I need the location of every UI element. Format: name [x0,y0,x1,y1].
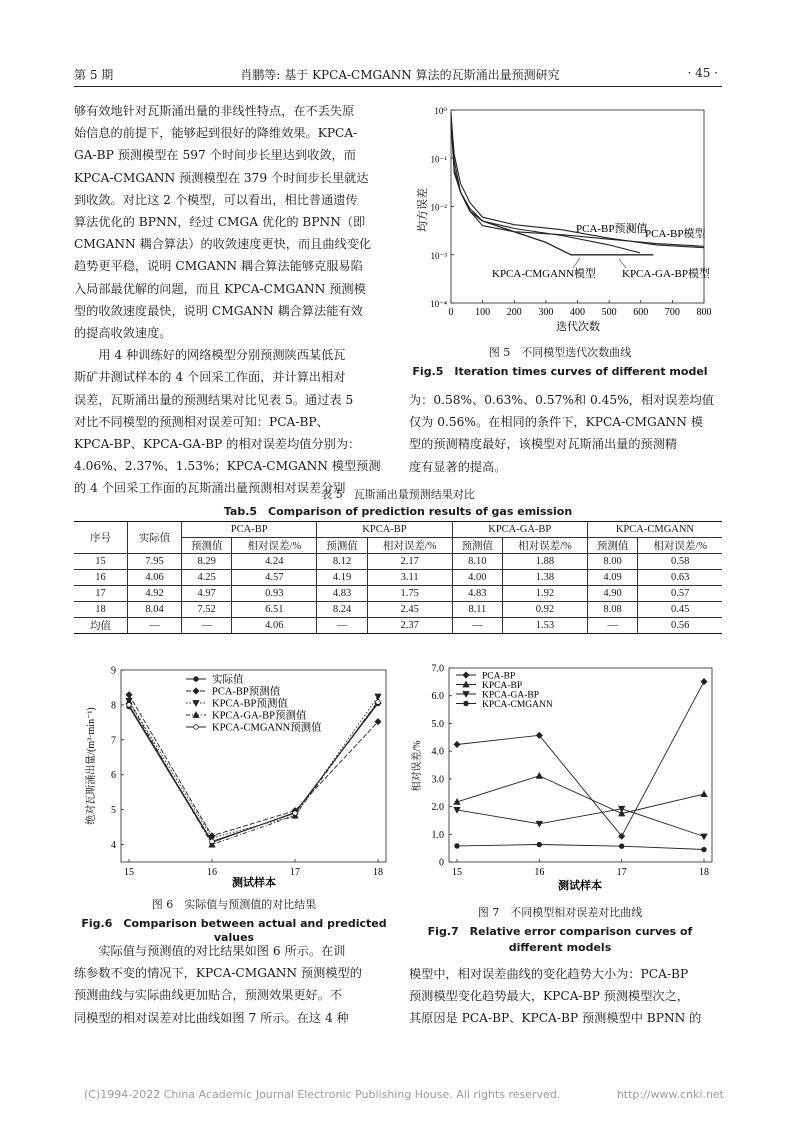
table-cell: 16 [74,570,128,586]
table-cell: 4.97 [182,586,232,602]
f7-data-point [701,834,707,840]
running-title: 肖鹏等: 基于 KPCA-CMGANN 算法的瓦斯涌出量预测研究 [240,68,560,82]
body-text-line: 预测模型变化趋势最大，KPCA-BP 预测模型次之， [409,989,689,1004]
f6-data-point [126,692,132,698]
fig5-label-pca-bp: PCA-BP模型 [645,228,706,240]
table-cell: 4.83 [452,586,502,602]
fig5-xtick-label: 800 [696,307,712,318]
table-row [74,618,722,634]
figure-6-chart [74,660,394,900]
f7-series-line [457,809,704,837]
table-cell: 均值 [74,618,128,634]
f7-xtick-label: 17 [616,867,627,878]
table-cell: 4.19 [317,570,367,586]
f7-data-point [619,844,624,849]
body-text-line: 练参数不变的情况下，KPCA-CMGANN 预测模型的 [74,966,362,981]
table-cell: 6.51 [232,602,317,618]
body-text-line: CMGANN 耦合算法）的收敛速度更快，而且曲线变化 [74,237,372,252]
table-cell: 2.45 [367,602,452,618]
cnki-url[interactable]: http://www.cnki.net [616,1088,724,1101]
body-text-line: 入局部最优解的问题，而且 KPCA-CMGANN 预测模 [74,281,366,296]
f7-ytick-label: 0 [439,857,444,869]
issue-number: 第 5 期 [74,68,114,82]
f7-data-point [536,773,542,779]
header-rule [74,86,722,87]
fig5-xlabel: 迭代次数 [556,321,600,333]
fig5-caption-en: Fig.5 Iteration times curves of different model [412,365,708,378]
f7-legend-label: KPCA-GA-BP [482,690,540,701]
fig7-caption-cn: 图 7 不同模型相对误差对比曲线 [477,906,643,919]
f6-xtick-label: 15 [124,867,134,878]
th-relative-error: 相对误差/% [232,538,317,554]
fig7-ylabel: 相对误差/% [412,740,423,792]
fig5-xtick-label: 400 [570,307,585,318]
body-text-line: 对比不同模型的预测相对误差可知：PCA-BP、 [74,414,329,429]
body-text-line: 型的收敛速度最快，说明 CMGANN 耦合算法能有效 [74,303,363,318]
f6-data-point [376,700,381,705]
table-cell: 2.17 [367,554,452,570]
body-text-line: 型的预测精度最好，该模型对瓦斯涌出量的预测精 [409,437,678,452]
f6-data-point [210,839,215,844]
table-cell: 4.24 [232,554,317,570]
table-cell: 8.11 [452,602,502,618]
th-predicted: 预测值 [317,538,367,554]
f7-data-point [701,791,707,797]
body-text-line: 度有显著的提高。 [409,459,507,474]
f6-legend-label: KPCA-GA-BP预测值 [212,710,307,722]
fig5-xtick-label: 200 [506,307,522,318]
f7-xtick-label: 15 [452,867,462,878]
body-text-line: 实际值与预测值的对比结果如图 6 所示。在训 [74,944,346,958]
table-cell: 4.25 [182,570,232,586]
body-text-line: 为：0.58%、0.63%、0.57%和 0.45%，相对误差均值 [409,393,714,407]
body-text-line: 的提高收敛速度。 [74,326,172,341]
f6-ytick-label: 8 [111,700,116,712]
f6-ytick-label: 9 [111,665,116,677]
f6-legend-label: KPCA-CMGANN预测值 [212,722,322,734]
fig6-xlabel: 测试样本 [232,877,276,889]
table5-title-cn: 表 5 瓦斯涌出量预测结果对比 [321,488,475,501]
fig5-caption-cn: 图 5 不同模型迭代次数曲线 [488,346,632,359]
body-text-line: 斯矿井测试样本的 4 个回采工作面，并计算出相对 [74,370,346,385]
table-cell: 0.45 [638,602,722,618]
fig7-caption-en-1: Fig.7 Relative error comparison curves of [427,925,693,938]
f6-legend-label: 实际值 [212,674,244,686]
table-cell: — [182,618,232,634]
f7-data-point [454,741,460,747]
f7-xtick-label: 18 [699,867,709,878]
table-cell: — [128,618,182,634]
f7-data-point [701,679,707,685]
th-group-kpca-ga-bp: KPCA-GA-BP [452,522,587,538]
fig5-ytick-label: 10⁻² [430,202,447,213]
th-relative-error: 相对误差/% [638,538,722,554]
table-cell: 4.06 [128,570,182,586]
table-cell: 1.53 [503,618,588,634]
table-cell: 0.56 [638,618,722,634]
f7-ytick-label: 5.0 [431,718,444,730]
f6-xtick-label: 18 [373,867,383,878]
fig5-ytick-label: 10⁻¹ [430,154,447,165]
table-cell: 8.00 [587,554,637,570]
body-text-line: 同模型的相对误差对比曲线如图 7 所示。在这 4 种 [74,1010,349,1025]
body-text-line: 够有效地针对瓦斯涌出量的非线性特点，在不丢失原 [74,104,355,118]
table-cell: 8.24 [317,602,367,618]
table-cell: 0.58 [638,554,722,570]
fig5-label-leader [573,258,580,268]
table-cell: — [587,618,637,634]
table-cell: — [452,618,502,634]
body-text-line: 算法优化的 BPNN，经过 CMGA 优化的 BPNN（即 [74,215,366,230]
fig7-xlabel: 测试样本 [558,880,602,892]
f6-data-point [293,811,298,816]
f7-data-point [702,847,707,852]
body-text-line: 的 4 个回采工作面的瓦斯涌出量预测相对误差分别 [74,481,346,496]
table-cell: 1.92 [503,586,588,602]
body-text-line: KPCA-CMGANN 预测模型在 379 个时间步长里就达 [74,170,369,185]
fig6-caption-en: Fig.6 Comparison between actual and predicted values [81,917,387,944]
table-cell: 7.52 [182,602,232,618]
figure-5-chart [398,100,722,340]
f6-legend-marker [194,725,199,730]
f7-ytick-label: 2.0 [431,802,444,814]
table-cell: 0.57 [638,586,722,602]
f7-legend-marker [464,701,469,706]
table-cell: 1.75 [367,586,452,602]
table-cell: 0.93 [232,586,317,602]
body-text-line: 始信息的前提下，能够起到很好的降维效果。KPCA- [74,126,358,141]
f7-ytick-label: 4.0 [431,746,444,758]
table-cell: 4.92 [128,586,182,602]
copyright-footer: (C)1994-2022 China Academic Journal Electronic Publishing House. All rights reserved. [84,1088,561,1101]
left-column-bottom [74,940,387,1029]
table-cell: 2.37 [367,618,452,634]
table-cell: 4.83 [317,586,367,602]
f6-legend-label: PCA-BP预测值 [212,686,281,698]
f7-legend-label: KPCA-CMGANN [482,700,553,710]
table-row [74,602,722,618]
f6-legend-label: KPCA-BP预测值 [212,698,288,710]
body-text-line: 模型中，相对误差曲线的变化趋势大小为：PCA-BP [409,967,689,981]
f7-legend-label: PCA-BP [482,671,516,682]
table-cell: 8.08 [587,602,637,618]
fig6-ylabel: 绝对瓦斯涌出量/(m³·min⁻¹) [86,707,97,825]
fig5-label-leader [619,259,626,268]
f6-legend-marker [193,688,199,694]
th-seq: 序号 [74,522,128,554]
table-cell: 4.90 [587,586,637,602]
th-group-kpca-cmgann: KPCA-CMGANN [587,522,722,538]
table-cell: — [317,618,367,634]
f6-xtick-label: 17 [290,867,300,878]
f7-ytick-label: 7.0 [431,663,444,675]
fig5-label-kpca-bp: PCA-BP预测值 [576,223,648,235]
table-cell: 0.63 [638,570,722,586]
th-relative-error: 相对误差/% [503,538,588,554]
f6-xtick-label: 16 [207,867,217,878]
th-predicted: 预测值 [182,538,232,554]
table5-title-en: Tab.5 Comparison of prediction results of gas emission [223,505,573,518]
body-text-line: 预测曲线与实际曲线更加贴合，预测效果更好。不 [74,988,343,1003]
th-relative-error: 相对误差/% [367,538,452,554]
table-row [74,570,722,586]
fig5-xtick-label: 600 [633,307,649,318]
fig5-xtick-label: 500 [601,307,617,318]
fig5-ylabel: 均方误差 [417,188,429,232]
fig5-ytick-label: 10⁰ [434,106,447,116]
f6-data-point [375,719,381,725]
fig5-xtick-label: 700 [664,307,680,318]
f7-legend-marker [463,672,469,678]
table-5 [74,521,722,634]
f7-legend-label: KPCA-BP [482,681,523,691]
fig6-caption-cn: 图 6 实际值与预测值的对比结果 [151,898,317,911]
fig5-ytick-label: 10⁻⁴ [430,299,447,309]
right-column-bottom [409,963,722,1030]
table-cell: 0.92 [503,602,588,618]
left-column-top [74,100,387,500]
body-text-line: 误差，瓦斯涌出量的预测结果对比见表 5。通过表 5 [74,392,354,407]
th-group-kpca-bp: KPCA-BP [317,522,452,538]
fig5-xtick-label: 100 [475,307,491,318]
table-cell: 8.12 [317,554,367,570]
table-cell: 8.04 [128,602,182,618]
th-actual: 实际值 [128,522,182,554]
table-cell: 17 [74,586,128,602]
fig5-xtick-label: 300 [538,307,554,318]
page-number: · 45 · [687,66,718,80]
body-text-line: KPCA-BP、KPCA-GA-BP 的相对误差均值分别为： [74,437,361,452]
f6-data-point [127,703,132,708]
th-predicted: 预测值 [587,538,637,554]
table-cell: 1.88 [503,554,588,570]
fig5-ytick-label: 10⁻³ [430,250,447,261]
body-text-line: 仅为 0.56%。在相同的条件下，KPCA-CMGANN 模 [409,415,703,430]
fig7-caption-en-2: different models [508,941,612,954]
table-cell: 18 [74,602,128,618]
f7-series-line [457,776,704,814]
table-cell: 4.57 [232,570,317,586]
fig5-label-kpca-ga-bp: KPCA-GA-BP模型 [622,268,711,280]
table-cell: 1.38 [503,570,588,586]
f7-ytick-label: 1.0 [431,829,444,841]
table-cell: 8.10 [452,554,502,570]
body-text-line: 用 4 种训练好的网络模型分别预测陕西某低瓦 [74,348,346,363]
table-cell: 15 [74,554,128,570]
table-row [74,586,722,602]
f7-ytick-label: 3.0 [431,774,444,786]
body-text-line: 趋势更平稳，说明 CMGANN 耦合算法能够克服易陷 [74,259,363,274]
th-predicted: 预测值 [452,538,502,554]
table-cell: 8.29 [182,554,232,570]
table-row [74,554,722,570]
f6-legend-marker [194,677,199,682]
f7-data-point [537,842,542,847]
right-column-top [409,389,722,478]
table-cell: 4.00 [452,570,502,586]
body-text-line: 到收敛。对比这 2 个模型，可以看出，相比普通遗传 [74,192,358,207]
table-cell: 4.06 [232,618,317,634]
f7-data-point [536,821,542,827]
f7-series-line [457,845,704,850]
f6-ytick-label: 6 [111,770,116,782]
th-group-pca-bp: PCA-BP [182,522,317,538]
f7-xtick-label: 16 [534,867,545,878]
table-cell: 7.95 [128,554,182,570]
f7-data-point [455,844,460,849]
body-text-line: GA-BP 预测模型在 597 个时间步长里达到收敛，而 [74,148,356,163]
f7-ytick-label: 6.0 [431,691,444,703]
f6-ytick-label: 7 [111,735,116,747]
f6-ytick-label: 4 [111,840,116,852]
body-text-line: 4.06%、2.37%、1.53%；KPCA-CMGANN 模型预测 [74,459,381,474]
f6-ytick-label: 5 [111,805,116,817]
table-cell: 3.11 [367,570,452,586]
figure-7-chart [398,660,722,900]
body-text-line: 其原因是 PCA-BP、KPCA-BP 预测模型中 BPNN 的 [409,1011,702,1026]
fig5-series-line [451,125,653,255]
fig5-label-kpca-cmgann: KPCA-CMGANN模型 [492,268,596,280]
fig5-xtick-label: 0 [448,307,454,318]
table-cell: 4.09 [587,570,637,586]
